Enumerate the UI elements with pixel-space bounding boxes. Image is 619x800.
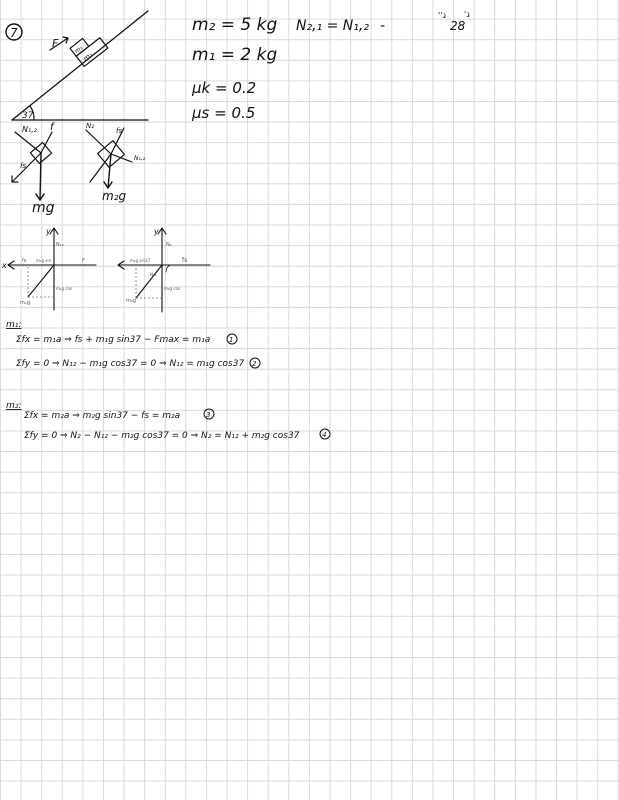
angle-label: 37 — [22, 111, 34, 121]
axes-m1-n: N₁₂ — [56, 242, 64, 248]
dash-mark: - — [380, 18, 386, 34]
equation-3-number: 3 — [206, 411, 211, 419]
equation-1: Σfx = m₁a ⇒ fs + m₁g sin37 − Fmax = m₁a — [16, 335, 211, 345]
incline-surface — [12, 11, 148, 120]
axes-m2-fs: fs — [182, 257, 188, 264]
fbd-m2-fs: fs — [116, 127, 123, 135]
fbd-m1 — [12, 122, 55, 216]
axes-m2-n12: N₁₂ — [150, 272, 157, 277]
axes-m2-y: y — [154, 227, 159, 236]
section-m1 — [6, 320, 260, 369]
given-muk: μk = 0.2 — [192, 79, 257, 97]
axes-m2 — [118, 227, 210, 312]
axes-m1-f: F — [82, 258, 85, 264]
axes-m2-mgcos: m₂g cos — [164, 286, 181, 291]
fbd-m1-fs: fs — [20, 162, 27, 170]
problem-number-text: 7 — [10, 26, 18, 40]
axes-m2-n: N₂ — [166, 242, 172, 248]
normal-equality: N₂,₁ = N₁,₂ — [296, 18, 369, 34]
axes-m1-mgsin: m₁g sin — [36, 258, 52, 263]
equation-3: Σfx = m₂a ⇒ m₂g sin37 − fs = m₂a — [24, 411, 181, 421]
axes-m2-mg: m₂g — [126, 298, 137, 304]
fbd-m1-f: f — [50, 122, 54, 133]
equation-4: Σfy = 0 ⇒ N₂ − N₁₂ − m₂g cos37 = 0 ⇒ N₂ = N₁₂ + m₂g cos37 — [24, 431, 300, 441]
fbd-m1-normal: N₁,₂ — [22, 125, 37, 134]
equation-1-number: 1 — [229, 336, 234, 344]
axes-m1-mg: m₁g — [20, 300, 31, 306]
problem-number — [6, 24, 22, 40]
corner-note-3: 28 — [450, 19, 466, 33]
fbd-m2 — [86, 122, 146, 203]
axes-m1-mgcos: m₁g cos — [56, 286, 73, 291]
equation-2: Σfy = 0 ⇒ N₁₂ − m₁g cos37 = 0 ⇒ N₁₂ = m₁g cos37 — [16, 359, 245, 369]
axes-m1-x: x — [2, 261, 7, 270]
corner-note-1: 'ג — [464, 10, 470, 19]
force-label: F — [52, 37, 59, 50]
fbd-m2-weight: m₂g — [102, 189, 127, 203]
axes-m1-fs: fs — [22, 258, 27, 264]
fbd-m2-normal: N₂ — [86, 122, 95, 130]
equation-2-number: 2 — [252, 360, 257, 368]
incline-diagram — [12, 11, 148, 121]
axes-m1 — [1, 227, 96, 310]
given-m1: m₁ = 2 kg — [192, 45, 278, 65]
fbd-m2-n12: N₁,₂ — [134, 155, 146, 162]
block-m1-label: m₁ — [73, 44, 85, 55]
axes-m1-y: y — [46, 227, 51, 236]
fbd-m1-weight: mg — [32, 200, 55, 216]
section-m2 — [6, 401, 330, 441]
block-m2-label: m₂ — [81, 50, 95, 64]
equation-4-number: 4 — [322, 431, 327, 439]
given-m2: m₂ = 5 kg — [192, 15, 278, 35]
section-m1-title: m₁: — [6, 320, 22, 330]
axes-m2-mgsin: m₂g sin37 — [130, 258, 151, 263]
corner-note-2: ''ג — [438, 11, 446, 20]
section-m2-title: m₂: — [6, 401, 22, 411]
given-mus: μs = 0.5 — [192, 104, 256, 122]
givens — [191, 15, 385, 122]
